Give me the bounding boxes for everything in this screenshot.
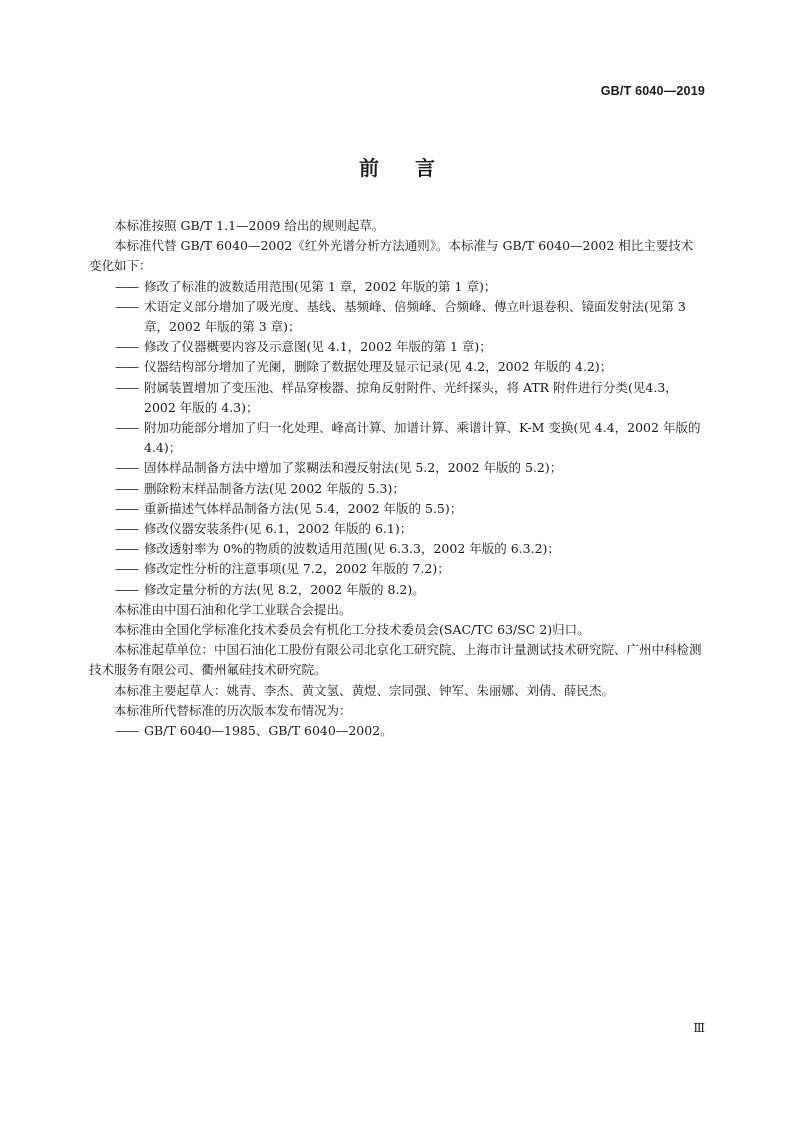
dash-mark: —— bbox=[115, 298, 138, 314]
dash-mark: —— bbox=[115, 359, 138, 375]
paragraph-drafting-rules: 本标准按照 GB/T 1.1—2009 给出的规则起草。 bbox=[114, 218, 385, 233]
list-item bbox=[115, 418, 705, 458]
dash-mark: —— bbox=[115, 521, 138, 537]
list-item bbox=[115, 580, 705, 600]
dash-mark: —— bbox=[115, 500, 138, 516]
dash-mark: —— bbox=[115, 561, 138, 577]
list-item-text: 固体样品制备方法中增加了浆糊法和漫反射法(见 5.2，2002 年版的 5.2)； bbox=[144, 460, 563, 476]
changes-list bbox=[89, 277, 705, 600]
standard-code: GB/T 6040—2019 bbox=[600, 84, 705, 98]
page-title: 前言 bbox=[359, 156, 471, 180]
list-item-text: GB/T 6040—1985、GB/T 6040—2002。 bbox=[144, 723, 393, 739]
list-item-text: 修改仪器安装条件(见 6.1，2002 年版的 6.1)； bbox=[144, 521, 413, 537]
dash-mark: —— bbox=[115, 278, 138, 294]
list-item bbox=[115, 559, 705, 579]
history-list bbox=[89, 721, 705, 741]
list-item bbox=[115, 357, 705, 377]
list-item-text: 修改定量分析的方法(见 8.2，2002 年版的 8.2)。 bbox=[144, 581, 425, 597]
list-item-text: 附属装置增加了变压池、样品穿梭器、掠角反射附件、光纤探头，将 ATR 附件进行分类(见4.3，2002 年版的 4.3)； bbox=[144, 379, 678, 415]
dash-mark: —— bbox=[115, 581, 138, 597]
list-item-text: 仪器结构部分增加了光阑，删除了数据处理及显示记录(见 4.2，2002 年版的 4.2)； bbox=[144, 359, 613, 375]
list-item bbox=[115, 479, 705, 499]
paragraph-replacement: 本标准代替 GB/T 6040—2002《红外光谱分析方法通则》。本标准与 GB/T 6040—2002 相比主要技术变化如下： bbox=[89, 238, 694, 274]
list-item-text: 修改了仪器概要内容及示意图(见 4.1，2002 年版的第 1 章)； bbox=[144, 339, 492, 355]
list-item bbox=[115, 721, 705, 741]
list-item bbox=[115, 337, 705, 357]
dash-mark: —— bbox=[115, 723, 138, 739]
list-item-text: 附加功能部分增加了归一化处理、峰高计算、加谱计算、乘谱计算、K-M 变换(见 4.4，2002 年版的 4.4)； bbox=[144, 420, 701, 456]
list-item bbox=[115, 277, 705, 297]
paragraph-technical-committee: 本标准由全国化学标准化技术委员会有机化工分技术委员会(SAC/TC 63/SC 2)归口。 bbox=[114, 622, 590, 638]
list-item bbox=[115, 458, 705, 478]
list-item bbox=[115, 539, 705, 559]
list-item-text: 重新描述气体样品制备方法(见 5.4，2002 年版的 5.5)； bbox=[144, 500, 463, 516]
preface-body bbox=[89, 216, 705, 741]
list-item bbox=[115, 499, 705, 519]
paragraph-history-intro: 本标准所代替标准的历次版本发布情况为： bbox=[114, 702, 352, 718]
list-item-text: 修改定性分析的注意事项(见 7.2，2002 年版的 7.2)； bbox=[144, 561, 450, 577]
list-item-text: 修改透射率为 0%的物质的波数适用范围(见 6.3.3，2002 年版的 6.3.2)； bbox=[144, 541, 560, 557]
paragraph-drafting-units: 本标准起草单位：中国石油化工股份有限公司北京化工研究院、上海市计量测试技术研究院、广州中科检测技术服务有限公司、衢州氟硅技术研究院。 bbox=[89, 642, 702, 678]
paragraph-drafters: 本标准主要起草人：姚青、李杰、黄文氢、黄煜、宗同强、钟军、朱丽娜、刘倩、薛民杰。 bbox=[114, 682, 615, 698]
dash-mark: —— bbox=[115, 420, 138, 436]
dash-mark: —— bbox=[115, 480, 138, 496]
dash-mark: —— bbox=[115, 541, 138, 557]
list-item-text: 术语定义部分增加了吸光度、基线、基频峰、倍频峰、合频峰、傅立叶退卷积、镜面发射法(见第 3 章，2002 年版的第 3 章)； bbox=[144, 298, 686, 335]
dash-mark: —— bbox=[115, 379, 138, 395]
dash-mark: —— bbox=[115, 339, 138, 355]
list-item bbox=[115, 297, 705, 337]
page-number: Ⅲ bbox=[693, 1021, 705, 1035]
paragraph-proposer: 本标准由中国石油和化学工业联合会提出。 bbox=[114, 601, 352, 617]
list-item-text: 修改了标准的波数适用范围(见第 1 章，2002 年版的第 1 章)； bbox=[144, 278, 497, 294]
list-item bbox=[115, 378, 705, 418]
list-item-text: 删除粉末样品制备方法(见 2002 年版的 5.3)； bbox=[144, 480, 405, 496]
list-item bbox=[115, 519, 705, 539]
dash-mark: —— bbox=[115, 460, 138, 476]
